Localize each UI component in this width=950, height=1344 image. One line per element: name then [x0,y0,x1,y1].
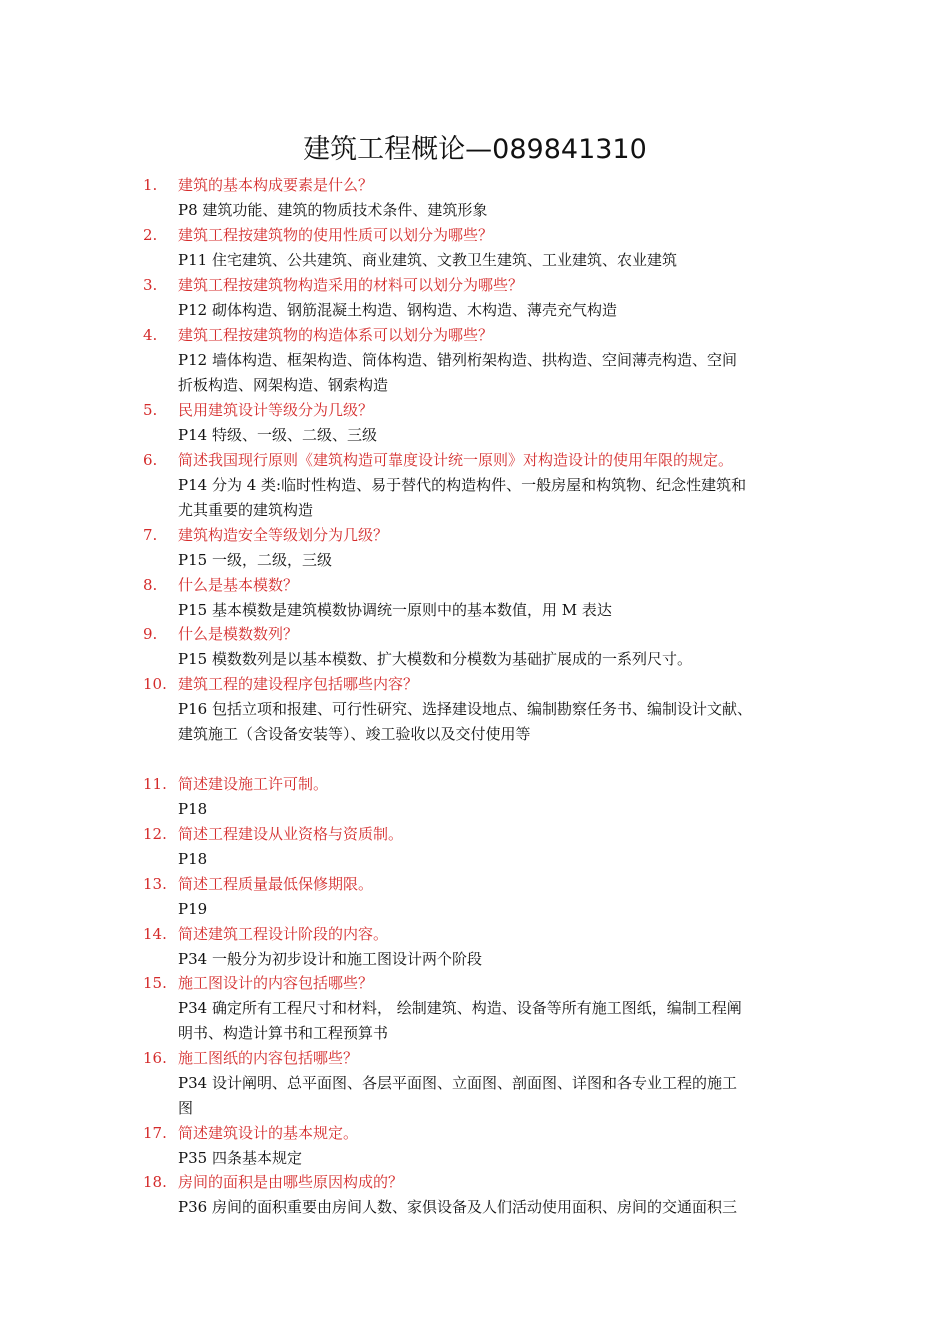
question-number: 11. [143,775,167,793]
answer-line: P34 一般分为初步设计和施工图设计两个阶段 [178,950,482,968]
answer-line: P34 确定所有工程尺寸和材料， 绘制建筑、构造、设备等所有施工图纸，编制工程阐 [178,999,742,1017]
question-number: 4. [143,326,158,344]
question-text: 民用建筑设计等级分为几级？ [178,401,374,419]
question-item [0,872,950,897]
question-item [0,398,950,423]
question-item [0,273,950,298]
question-item [0,573,950,598]
question-item [0,1170,950,1195]
question-item [0,922,950,947]
answer-line: P12 砌体构造、钢筋混凝土构造、钢构造、木构造、薄壳充气构造 [178,301,617,319]
question-item [0,822,950,847]
answer-line: P34 设计阐明、总平面图、各层平面图、立面图、剖面图、详图和各专业工程的施工 [178,1074,737,1092]
question-number: 9. [143,625,158,643]
answer-line: 图 [178,1099,194,1117]
answer-line: P11 住宅建筑、公共建筑、商业建筑、文教卫生建筑、工业建筑、农业建筑 [178,251,677,269]
question-number: 7. [143,526,158,544]
answer-line: P15 模数数列是以基本模数、扩大模数和分模数为基础扩展成的一系列尺寸。 [178,650,692,668]
answer-line: P12 墙体构造、框架构造、筒体构造、错列桁架构造、拱构造、空间薄壳构造、空间 [178,351,737,369]
question-text: 简述建筑设计的基本规定。 [178,1124,359,1142]
question-text: 建筑构造安全等级划分为几级？ [178,526,389,544]
question-text: 施工图设计的内容包括哪些？ [178,974,374,992]
answer-line: 折板构造、网架构造、钢索构造 [178,376,389,394]
question-number: 10. [143,675,167,693]
answer-line: P14 分为 4 类:临时性构造、易于替代的构造构件、一般房屋和构筑物、纪念性建筑和 [178,476,747,494]
answer-line: P18 [178,800,208,818]
answer-line: P36 房间的面积重要由房间人数、家俱设备及人们活动使用面积、房间的交通面积三 [178,1198,737,1216]
question-text: 建筑工程按建筑物构造采用的材料可以划分为哪些？ [178,276,524,294]
answer-line: P35 四条基本规定 [178,1149,302,1167]
answer-line: P19 [178,900,208,918]
answer-line: P15 基本模数是建筑模数协调统一原则中的基本数值，用 M 表达 [178,601,612,619]
question-item [0,223,950,248]
question-text: 什么是基本模数？ [178,576,299,594]
question-number: 8. [143,576,158,594]
question-item [0,672,950,697]
answer-line: P14 特级、一级、二级、三级 [178,426,377,444]
question-item [0,971,950,996]
question-item [0,1046,950,1071]
question-number: 12. [143,825,167,843]
question-text: 简述建设施工许可制。 [178,775,329,793]
question-item [0,1121,950,1146]
question-item [0,622,950,647]
question-text: 简述工程质量最低保修期限。 [178,875,374,893]
question-item [0,772,950,797]
question-number: 18. [143,1173,167,1191]
question-text: 房间的面积是由哪些原因构成的？ [178,1173,404,1191]
question-item [0,173,950,198]
answer-line: P15 一级，二级，三级 [178,551,332,569]
answer-line: 明书、构造计算书和工程预算书 [178,1024,389,1042]
question-text: 施工图纸的内容包括哪些？ [178,1049,359,1067]
question-number: 16. [143,1049,167,1067]
question-text: 建筑工程按建筑物的构造体系可以划分为哪些？ [178,326,494,344]
question-number: 13. [143,875,167,893]
question-number: 15. [143,974,167,992]
document-title: 建筑工程概论—089841310 [303,134,647,165]
answer-line: 建筑施工（含设备安装等）、竣工验收以及交付使用等 [178,725,531,743]
question-number: 6. [143,451,158,469]
question-number: 3. [143,276,158,294]
question-item [0,523,950,548]
question-text: 简述建筑工程设计阶段的内容。 [178,925,389,943]
question-text: 简述我国现行原则《建筑构造可靠度设计统一原则》对构造设计的使用年限的规定。 [178,451,734,469]
question-item [0,448,950,473]
question-number: 14. [143,925,167,943]
question-item [0,323,950,348]
question-text: 建筑工程按建筑物的使用性质可以划分为哪些？ [178,226,494,244]
question-number: 17. [143,1124,167,1142]
question-text: 建筑工程的建设程序包括哪些内容？ [178,675,419,693]
question-text: 简述工程建设从业资格与资质制。 [178,825,404,843]
question-number: 5. [143,401,158,419]
answer-line: P8 建筑功能、建筑的物质技术条件、建筑形象 [178,201,488,219]
question-number: 2. [143,226,158,244]
question-text: 建筑的基本构成要素是什么？ [178,176,374,194]
answer-line: 尤其重要的建筑构造 [178,501,314,519]
question-text: 什么是模数数列？ [178,625,299,643]
question-number: 1. [143,176,158,194]
answer-line: P18 [178,850,208,868]
answer-line: P16 包括立项和报建、可行性研究、选择建设地点、编制勘察任务书、编制设计文献、 [178,700,752,718]
